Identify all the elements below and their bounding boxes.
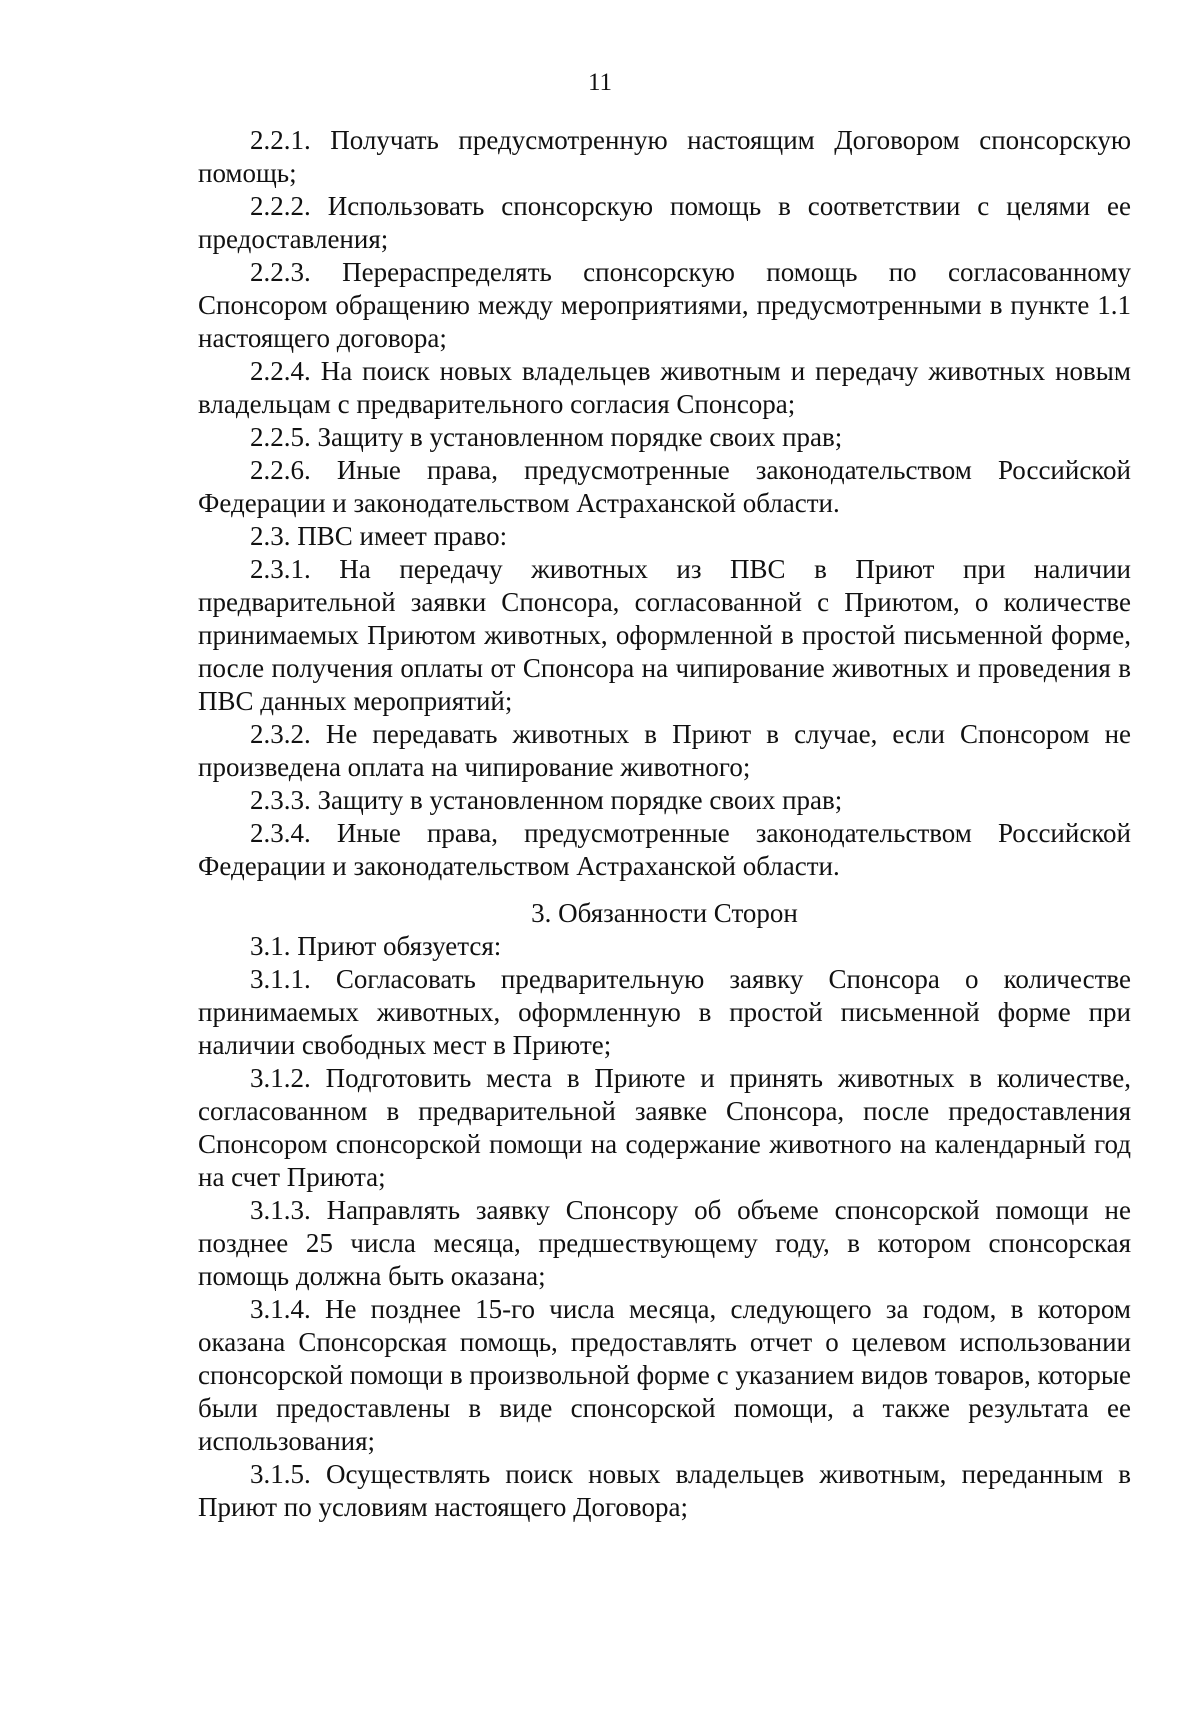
clause-3-1-2: 3.1.2. Подготовить места в Приюте и принять животных в количестве, согласованном в предварительной заявке Спонсора, после предоставления Спонсором спонсорской помощи на содержание животного на календарный год на счет Приюта; <box>198 1063 1131 1192</box>
clause-2-2-5: 2.2.5. Защиту в установленном порядке своих прав; <box>250 422 843 452</box>
section-heading: 3. Обязанности Сторон <box>531 898 798 928</box>
document-body <box>198 124 1131 1524</box>
clause-2-3-4: 2.3.4. Иные права, предусмотренные законодательством Российской Федерации и законодательством Астраханской области. <box>198 818 1131 881</box>
clause-3-1-4: 3.1.4. Не позднее 15-го числа месяца, следующего за годом, в котором оказана Спонсорская помощь, предоставлять отчет о целевом использовании спонсорской помощи в произвольной форме с указанием видов товаров, которые были предоставлены в виде спонсорской помощи, а также результата ее использования; <box>198 1294 1131 1456</box>
clause-3-1-3: 3.1.3. Направлять заявку Спонсору об объеме спонсорской помощи не позднее 25 числа месяца, предшествующему году, в котором спонсорская помощь должна быть оказана; <box>198 1195 1131 1291</box>
page-number: 11 <box>587 69 613 96</box>
clause-3-1-5: 3.1.5. Осуществлять поиск новых владельцев животным, переданным в Приют по условиям настоящего Договора; <box>198 1459 1131 1522</box>
clause-2-3-3: 2.3.3. Защиту в установленном порядке своих прав; <box>250 785 843 815</box>
clause-2-2-4: 2.2.4. На поиск новых владельцев животным и передачу животных новым владельцам с предварительного согласия Спонсора; <box>198 356 1131 419</box>
clause-2-2-3: 2.2.3. Перераспределять спонсорскую помощь по согласованному Спонсором обращению между мероприятиями, предусмотренными в пункте 1.1 настоящего договора; <box>198 257 1131 353</box>
clause-2-3-2: 2.3.2. Не передавать животных в Приют в случае, если Спонсором не произведена оплата на чипирование животного; <box>198 719 1131 782</box>
clause-2-2-1: 2.2.1. Получать предусмотренную настоящим Договором спонсорскую помощь; <box>198 125 1131 188</box>
clause-3-1-1: 3.1.1. Согласовать предварительную заявку Спонсора о количестве принимаемых животных, оформленную в простой письменной форме при наличии свободных мест в Приюте; <box>198 964 1131 1060</box>
clause-3-1: 3.1. Приют обязуется: <box>250 931 502 961</box>
clause-2-3: 2.3. ПВС имеет право: <box>250 521 508 551</box>
clause-2-2-6: 2.2.6. Иные права, предусмотренные законодательством Российской Федерации и законодательством Астраханской области. <box>198 455 1131 518</box>
clause-2-3-1: 2.3.1. На передачу животных из ПВС в Приют при наличии предварительной заявки Спонсора, согласованной с Приютом, о количестве принимаемых Приютом животных, оформленной в простой письменной форме, после получения оплаты от Спонсора на чипирование животных и проведения в ПВС данных мероприятий; <box>198 554 1131 716</box>
clause-2-2-2: 2.2.2. Использовать спонсорскую помощь в соответствии с целями ее предоставления; <box>198 191 1131 254</box>
